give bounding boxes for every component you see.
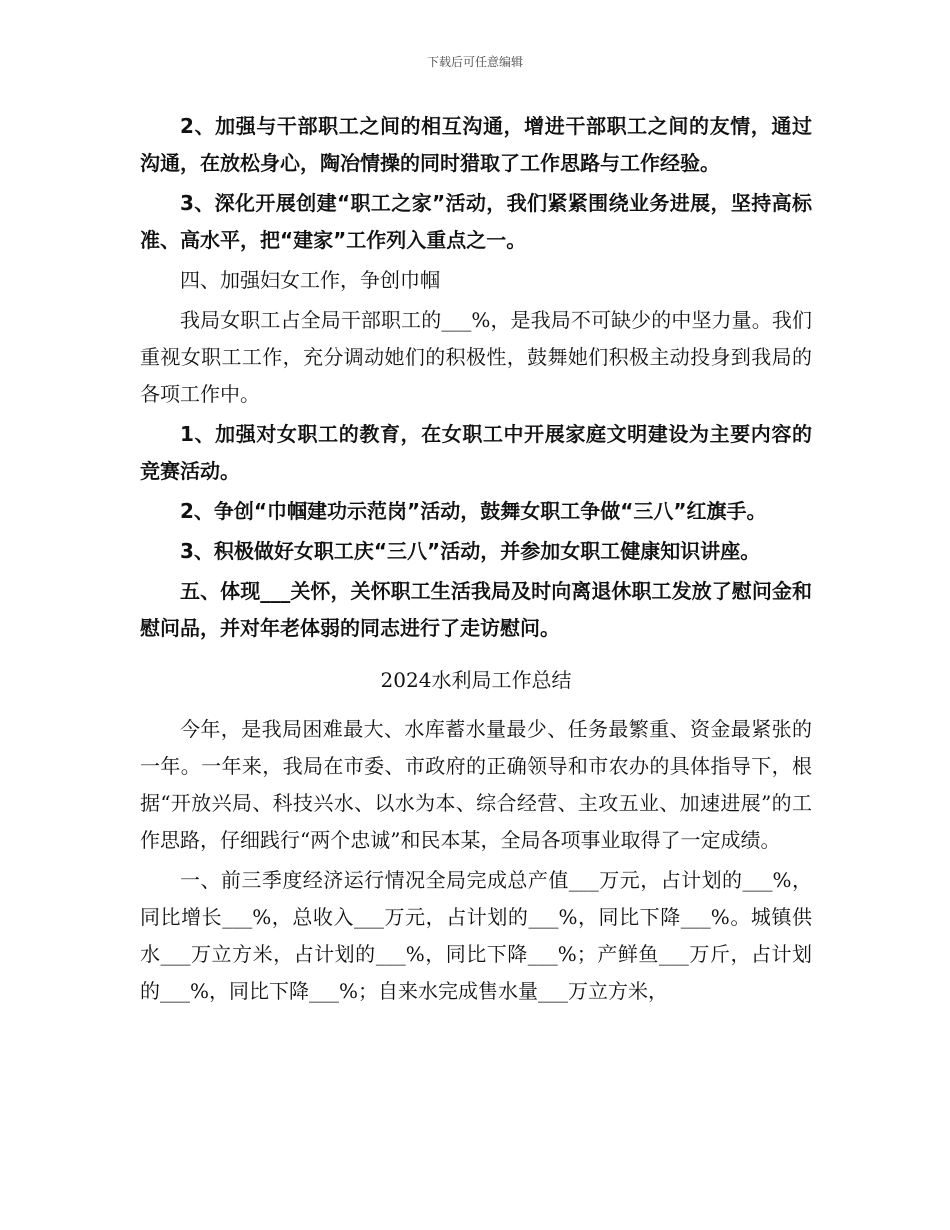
- paragraph-model-post: 2、争创“巾帼建功示范岗”活动，鼓舞女职工争做“三八”红旗手。: [180, 499, 767, 523]
- paragraph-workers-home: 3、深化开展创建“职工之家”活动，我们紧紧围绕业务进展，坚持高标准、高水平，把“建家”工作列入重点之一。: [140, 191, 812, 252]
- paragraph-strengthen-communication: 2、加强与干部职工之间的相互沟通，增进干部职工之间的友情，通过沟通，在放松身心，陶冶情操的同时猎取了工作思路与工作经验。: [140, 114, 812, 175]
- document-body: [140, 108, 812, 1010]
- paragraph-year-overview: 今年，是我局困难最大、水库蓄水量最少、任务最繁重、资金最紧张的一年。一年来，我局在市委、市政府的正确领导和市农办的具体指导下，根据“开放兴局、科技兴水、以水为本、综合经营、主攻五业、加速进展”的工作思路，仔细践行“两个忠诚”和民本某，全局各项事业取得了一定成绩。: [140, 717, 812, 852]
- heading-women-work: 四、加强妇女工作，争创巾帼: [180, 268, 440, 292]
- paragraph-female-education: 1、加强对女职工的教育，在女职工中开展家庭文明建设为主要内容的竞赛活动。: [140, 422, 812, 483]
- document-title: 2024水利局工作总结: [380, 668, 572, 692]
- paragraph-care-retirees: 五、体现___关怀，关怀职工生活我局及时向离退休职工发放了慰问金和慰问品，并对年老体弱的同志进行了走访慰问。: [140, 579, 812, 640]
- paragraph-economic-operation: 一、前三季度经济运行情况全局完成总产值___万元，占计划的___%，同比增长___%，总收入___万元，占计划的___%，同比下降___%。城镇供水___万立方米，占计划的___%，同比下降___%；产鲜鱼___万斤，占计划的___%，同比下降___%；自来水完成售水量___万立方米，: [140, 868, 812, 1003]
- page-header-note: 下载后可任意编辑: [426, 55, 523, 69]
- paragraph-march-eighth: 3、积极做好女职工庆“三八”活动，并参加女职工健康知识讲座。: [180, 539, 761, 563]
- paragraph-female-staff: 我局女职工占全局干部职工的___%，是我局不可缺少的中坚力量。我们重视女职工工作，充分调动她们的积极性，鼓舞她们积极主动投身到我局的各项工作中。: [140, 308, 812, 406]
